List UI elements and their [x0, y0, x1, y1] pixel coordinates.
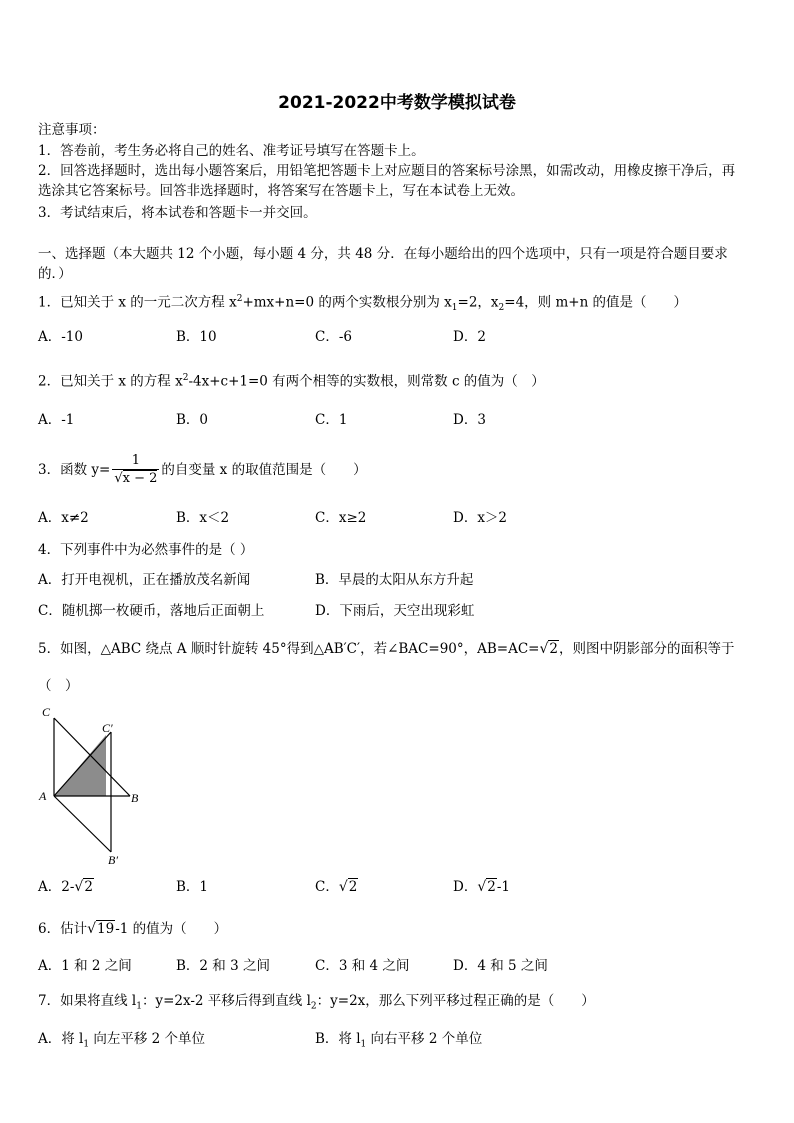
- question-5: 5．如图，△ABC 绕点 A 顺时针旋转 45°得到△AB′C′，若∠BAC=90°，AB=AC=√2，则图中阴影部分的面积等于: [38, 641, 735, 657]
- fraction: $\frac{1}{√x - 2}$: [114, 453, 158, 486]
- question-2: 2．已知关于 x 的方程 $x^2-4x+c+1=0$ 有两个相等的实数根，则常数 c 的值为（ ）: [38, 373, 545, 390]
- q6-option-d[interactable]: D．4 和 5 之间: [453, 958, 548, 974]
- q4-option-b[interactable]: B．早晨的太阳从东方升起: [315, 572, 474, 588]
- q6-option-c[interactable]: C．3 和 4 之间: [315, 958, 410, 974]
- q4-option-c[interactable]: C．随机掷一枚硬币，落地后正面朝上: [38, 603, 265, 619]
- q5-option-b[interactable]: B．1: [176, 879, 209, 895]
- question-5-paren: （ ）: [38, 678, 79, 694]
- question-6: 6．估计√19-1 的值为（ ）: [38, 921, 228, 937]
- q4-option-a[interactable]: A．打开电视机，正在播放茂名新闻: [38, 572, 251, 588]
- sqrt-expression: √2: [539, 641, 559, 657]
- q3-option-a[interactable]: A．x≠2: [38, 510, 89, 526]
- q2-option-b[interactable]: B．0: [176, 412, 209, 428]
- rotation-figure: [36, 702, 156, 872]
- label-a: A: [39, 789, 47, 803]
- section-heading: 一、选择题（本大题共 12 个小题，每小题 4 分，共 48 分．在每小题给出的四个选项中，只有一项是符合题目要求: [38, 246, 728, 262]
- section-heading-cont: 的．）: [38, 266, 72, 282]
- q2-option-c[interactable]: C．1: [315, 412, 348, 428]
- q7-option-a[interactable]: A．将 $l_1$ 向左平移 2 个单位: [38, 1031, 206, 1050]
- q2-option-d[interactable]: D．3: [453, 412, 486, 428]
- notice-heading: 注意事项：: [38, 122, 106, 138]
- q1-option-c[interactable]: C．-6: [315, 329, 352, 345]
- q5-option-a[interactable]: A．2-√2: [38, 879, 93, 895]
- q3-option-b[interactable]: B．x＜2: [176, 510, 230, 526]
- notice-item-3: 3．考试结束后，将本试卷和答题卡一并交回。: [38, 205, 317, 221]
- q7-option-b[interactable]: B．将 $l_1$ 向右平移 2 个单位: [315, 1031, 483, 1050]
- q1-option-a[interactable]: A．-10: [38, 329, 83, 345]
- sqrt-sign: √: [114, 471, 123, 486]
- exam-title: 2021-2022中考数学模拟试卷: [278, 93, 516, 113]
- q1-option-d[interactable]: D．2: [453, 329, 486, 345]
- label-c: C: [42, 705, 51, 719]
- question-1: 1．已知关于 x 的一元二次方程 $x^2+mx+n=0$ 的两个实数根分别为 $x_1=2$，$x_2=4$，则 m+n 的值是（ ）: [38, 294, 688, 314]
- sqrt-expression: √19: [87, 921, 115, 937]
- q4-option-d[interactable]: D．下雨后，天空出现彩虹: [315, 603, 475, 619]
- question-4: 4．下列事件中为必然事件的是（ ）: [38, 542, 254, 558]
- q3-option-c[interactable]: C．x≥2: [315, 510, 367, 526]
- q6-option-a[interactable]: A．1 和 2 之间: [38, 958, 132, 974]
- q6-option-b[interactable]: B．2 和 3 之间: [176, 958, 270, 974]
- label-b-prime: B′: [108, 853, 118, 867]
- q1-option-b[interactable]: B．10: [176, 329, 217, 345]
- label-c-prime: C′: [102, 721, 113, 735]
- notice-item-2-cont: 选涂其它答案标号。回答非选择题时，将答案写在答题卡上，写在本试卷上无效。: [38, 183, 524, 199]
- notice-item-2: 2．回答选择题时，选出每小题答案后，用铅笔把答题卡上对应题目的答案标号涂黑，如需改动，用橡皮擦干净后，再: [38, 163, 736, 179]
- question-3: 3．函数 y= $\frac{1}{√x - 2}$ 的自变量 x 的取值范围是（ ）: [38, 453, 367, 486]
- notice-item-1: 1．答卷前，考生务必将自己的姓名、准考证号填写在答题卡上。: [38, 143, 425, 159]
- label-b: B: [131, 791, 139, 805]
- q5-option-d[interactable]: D．√2-1: [453, 879, 510, 895]
- q5-option-c[interactable]: C．√2: [315, 879, 358, 895]
- question-7: 7．如果将直线 $l_1$：y=2x-2 平移后得到直线 $l_2$：y=2x，那么下列平移过程正确的是（ ）: [38, 993, 595, 1012]
- q3-option-d[interactable]: D．x＞2: [453, 510, 508, 526]
- q2-option-a[interactable]: A．-1: [38, 412, 75, 428]
